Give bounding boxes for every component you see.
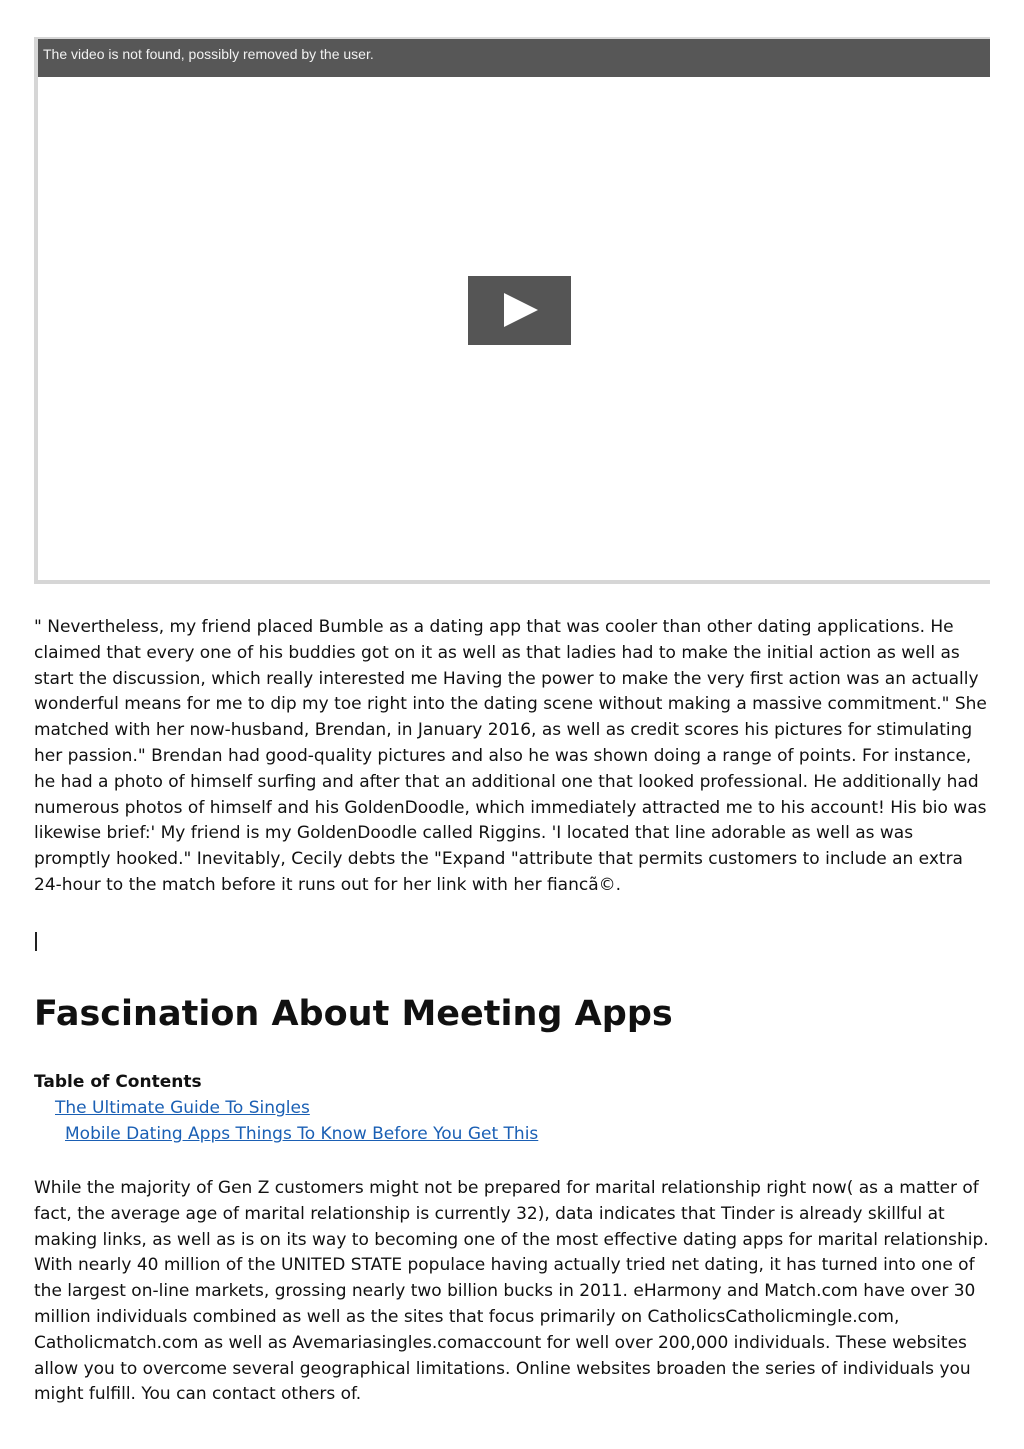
article-body-2 bbox=[34, 1176, 994, 1408]
article-body bbox=[34, 615, 994, 899]
paragraph: " Nevertheless, my friend placed Bumble as a dating app that was cooler than other dating applications. He claimed that every one of his buddies got on it as well as that ladies had to make the initial action as well as start the discussion, which really interested me Having the power to make the very first action was an actually wonderful means for me to dip my toe right into the dating scene without making a massive commitment." She matched with her now-husband, Brendan, in January 2016, as well as credit scores his pictures for stimulating her passion." Brendan had good-quality pictures and also he was shown doing a range of points. For instance, he had a photo of himself surfing and after that an additional one that looked professional. He additionally had numerous photos of himself and his GoldenDoodle, which immediately attracted me to his account! His bio was likewise brief:' My friend is my GoldenDoodle called Riggins. 'I located that line adorable as well as was promptly hooked." Inevitably, Cecily debts the "Expand "attribute that permits customers to include an extra 24-hour to the match before it runs out for her link with her fiancã©. bbox=[34, 617, 987, 895]
toc-link-ultimate-guide[interactable]: The Ultimate Guide To Singles bbox=[55, 1098, 310, 1118]
toc-title: Table of Contents bbox=[34, 1072, 202, 1092]
table-of-contents bbox=[34, 1069, 538, 1147]
paragraph: While the majority of Gen Z customers might not be prepared for marital relationship right now( as a matter of fact, the average age of marital relationship is currently 32), data indicates that Tinder is already skillful at making links, as well as is on its way to becoming one of the most effective dating apps for marital relationship. With nearly 40 million of the UNITED STATE populace having actually tried net dating, it has turned into one of the largest on-line markets, grossing nearly two billion bucks in 2011. eHarmony and Match.com have over 30 million individuals combined as well as the sites that focus primarily on CatholicsCatholicmingle.com, Catholicmatch.com as well as Avemariasingles.comaccount for well over 200,000 individuals. These websites allow you to overcome several geographical limitations. Online websites broaden the series of individuals you might fulfill. You can contact others of. bbox=[34, 1178, 989, 1405]
play-button[interactable] bbox=[468, 276, 571, 345]
play-icon bbox=[504, 293, 538, 327]
text-cursor bbox=[35, 932, 37, 951]
video-error-message: The video is not found, possibly removed by the user. bbox=[38, 39, 990, 77]
article-heading: Fascination About Meeting Apps bbox=[34, 994, 673, 1034]
video-player[interactable] bbox=[34, 37, 990, 584]
toc-link-mobile-dating-apps[interactable]: Mobile Dating Apps Things To Know Before You Get This bbox=[65, 1124, 539, 1144]
